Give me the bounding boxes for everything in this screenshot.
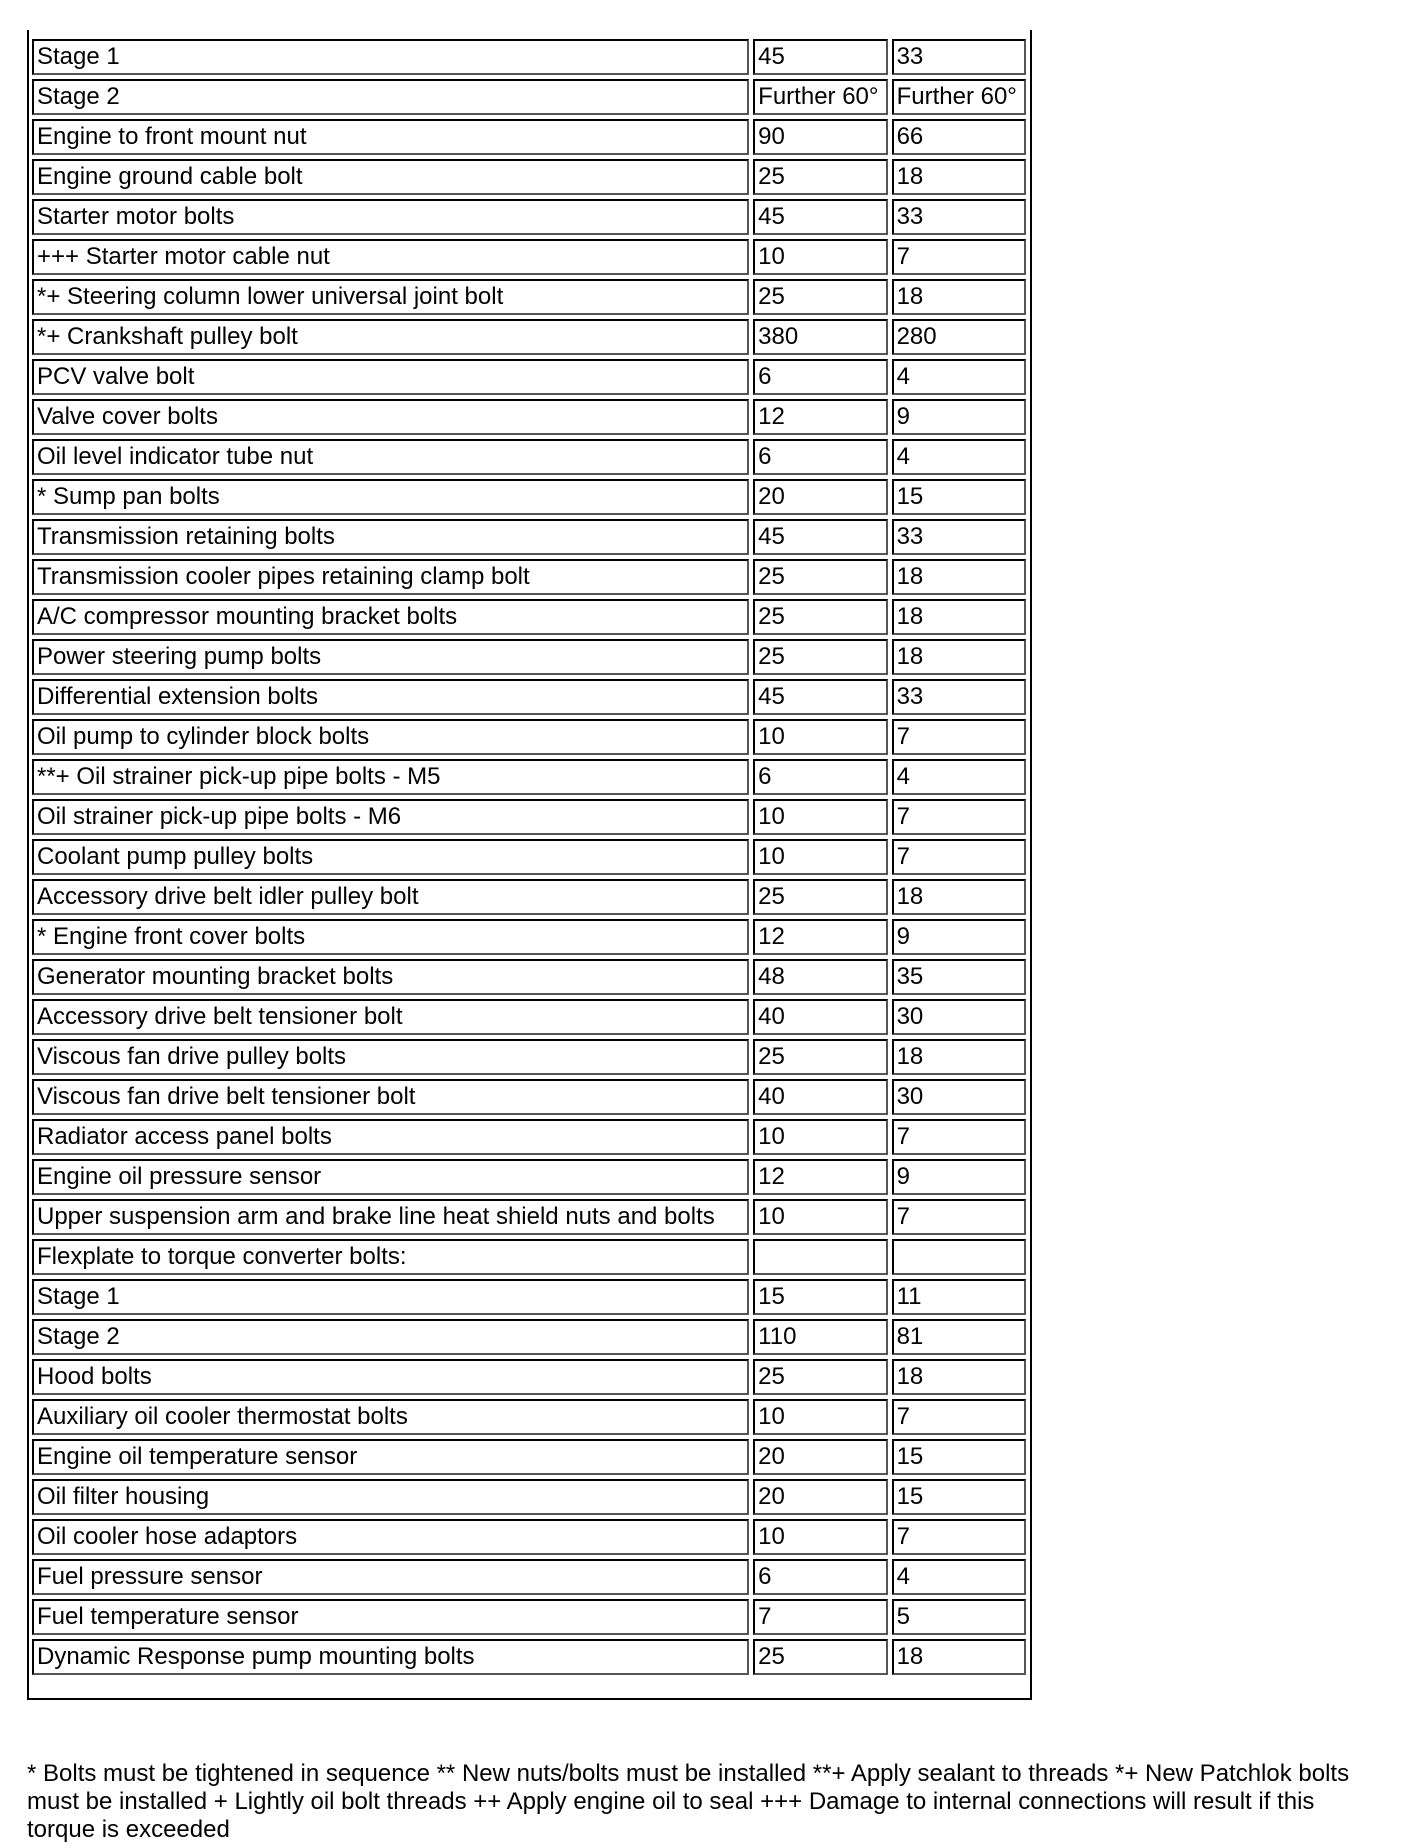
component-cell: **+ Oil strainer pick-up pipe bolts - M5 [32, 759, 749, 795]
table-row [32, 999, 1026, 1035]
table-row [32, 399, 1026, 435]
torque-lbft-cell: 9 [892, 399, 1026, 435]
torque-lbft-cell: 7 [892, 839, 1026, 875]
torque-nm-cell: 7 [753, 1599, 887, 1635]
torque-nm-cell: 10 [753, 239, 887, 275]
component-cell: Generator mounting bracket bolts [32, 959, 749, 995]
torque-lbft-cell: 18 [892, 599, 1026, 635]
torque-nm-cell: 6 [753, 759, 887, 795]
table-row [32, 1359, 1026, 1395]
torque-nm-cell: 40 [753, 1079, 887, 1115]
torque-nm-cell: 12 [753, 1159, 887, 1195]
torque-lbft-cell: 18 [892, 1359, 1026, 1395]
torque-nm-cell: 45 [753, 199, 887, 235]
torque-nm-cell: 25 [753, 1359, 887, 1395]
component-cell: Viscous fan drive belt tensioner bolt [32, 1079, 749, 1115]
table-row [32, 1639, 1026, 1675]
torque-lbft-cell: 4 [892, 759, 1026, 795]
torque-nm-cell: 6 [753, 1559, 887, 1595]
torque-lbft-cell: 7 [892, 719, 1026, 755]
component-cell: Engine oil temperature sensor [32, 1439, 749, 1475]
table-row [32, 1119, 1026, 1155]
torque-lbft-cell: 18 [892, 1639, 1026, 1675]
torque-lbft-cell: 7 [892, 239, 1026, 275]
torque-lbft-cell: 15 [892, 1479, 1026, 1515]
table-row [32, 199, 1026, 235]
table-row [32, 1079, 1026, 1115]
torque-lbft-cell: 7 [892, 1119, 1026, 1155]
torque-nm-cell: 10 [753, 799, 887, 835]
table-row [32, 239, 1026, 275]
torque-nm-cell: 10 [753, 839, 887, 875]
table-row [32, 1039, 1026, 1075]
torque-lbft-cell: 5 [892, 1599, 1026, 1635]
component-cell: Engine ground cable bolt [32, 159, 749, 195]
component-cell: Auxiliary oil cooler thermostat bolts [32, 1399, 749, 1435]
torque-nm-cell: 45 [753, 39, 887, 75]
torque-lbft-cell: 33 [892, 679, 1026, 715]
torque-nm-cell: 40 [753, 999, 887, 1035]
torque-lbft-cell: 18 [892, 1039, 1026, 1075]
torque-nm-cell: 25 [753, 279, 887, 315]
torque-lbft-cell: 7 [892, 1399, 1026, 1435]
component-cell: Transmission cooler pipes retaining clamp bolt [32, 559, 749, 595]
component-cell: Stage 2 [32, 1319, 749, 1355]
component-cell: Fuel temperature sensor [32, 1599, 749, 1635]
torque-lbft-cell: 15 [892, 479, 1026, 515]
torque-table-body [32, 39, 1026, 1675]
component-cell: Oil level indicator tube nut [32, 439, 749, 475]
component-cell: Transmission retaining bolts [32, 519, 749, 555]
component-cell: Hood bolts [32, 1359, 749, 1395]
torque-nm-cell: 45 [753, 519, 887, 555]
torque-nm-cell: 25 [753, 1039, 887, 1075]
torque-lbft-cell: 7 [892, 1519, 1026, 1555]
torque-lbft-cell: 81 [892, 1319, 1026, 1355]
component-cell: PCV valve bolt [32, 359, 749, 395]
torque-lbft-cell: 4 [892, 439, 1026, 475]
torque-nm-cell: 25 [753, 599, 887, 635]
table-row [32, 319, 1026, 355]
torque-table-frame [27, 30, 1032, 1700]
torque-nm-cell: 10 [753, 1199, 887, 1235]
torque-nm-cell: 25 [753, 1639, 887, 1675]
component-cell: Oil cooler hose adaptors [32, 1519, 749, 1555]
torque-specifications-table [28, 35, 1030, 1679]
torque-lbft-cell: 7 [892, 1199, 1026, 1235]
component-cell: Differential extension bolts [32, 679, 749, 715]
component-cell: Stage 1 [32, 1279, 749, 1315]
component-cell: Oil pump to cylinder block bolts [32, 719, 749, 755]
table-row [32, 1559, 1026, 1595]
torque-nm-cell: 10 [753, 1119, 887, 1155]
torque-lbft-cell: 7 [892, 799, 1026, 835]
component-cell: *+ Steering column lower universal joint bolt [32, 279, 749, 315]
footnote-legend: * Bolts must be tightened in sequence ** New nuts/bolts must be installed **+ Apply sealant to threads *+ New Patchlok bolts must be installed + Lightly oil bolt threads ++ Apply engine oil to seal +++ Damage to internal connections will result if this torque is exceeded [27, 1760, 1350, 1843]
torque-nm-cell: 12 [753, 399, 887, 435]
table-row [32, 1239, 1026, 1275]
table-row [32, 559, 1026, 595]
component-cell: Dynamic Response pump mounting bolts [32, 1639, 749, 1675]
table-row [32, 639, 1026, 675]
table-row [32, 1599, 1026, 1635]
component-cell: A/C compressor mounting bracket bolts [32, 599, 749, 635]
component-cell: Engine oil pressure sensor [32, 1159, 749, 1195]
torque-lbft-cell: 9 [892, 919, 1026, 955]
component-cell: Stage 2 [32, 79, 749, 115]
component-cell: Oil strainer pick-up pipe bolts - M6 [32, 799, 749, 835]
component-cell: Oil filter housing [32, 1479, 749, 1515]
torque-nm-cell: 48 [753, 959, 887, 995]
torque-lbft-cell: 280 [892, 319, 1026, 355]
table-row [32, 119, 1026, 155]
component-cell: Coolant pump pulley bolts [32, 839, 749, 875]
component-cell: Power steering pump bolts [32, 639, 749, 675]
table-row [32, 1159, 1026, 1195]
torque-nm-cell: 380 [753, 319, 887, 355]
torque-nm-cell: 12 [753, 919, 887, 955]
torque-lbft-cell: Further 60° [892, 79, 1026, 115]
component-cell: * Engine front cover bolts [32, 919, 749, 955]
table-row [32, 79, 1026, 115]
torque-nm-cell: 45 [753, 679, 887, 715]
torque-lbft-cell: 18 [892, 159, 1026, 195]
torque-nm-cell: 10 [753, 1399, 887, 1435]
torque-nm-cell: 25 [753, 159, 887, 195]
component-cell: Stage 1 [32, 39, 749, 75]
torque-nm-cell: 6 [753, 359, 887, 395]
table-row [32, 719, 1026, 755]
torque-lbft-cell: 4 [892, 1559, 1026, 1595]
component-cell: * Sump pan bolts [32, 479, 749, 515]
component-cell: Radiator access panel bolts [32, 1119, 749, 1155]
torque-nm-cell: 25 [753, 639, 887, 675]
torque-lbft-cell: 18 [892, 639, 1026, 675]
table-row [32, 679, 1026, 715]
torque-lbft-cell: 15 [892, 1439, 1026, 1475]
torque-lbft-cell: 33 [892, 519, 1026, 555]
table-row [32, 759, 1026, 795]
table-row [32, 959, 1026, 995]
torque-lbft-cell: 35 [892, 959, 1026, 995]
torque-lbft-cell: 30 [892, 1079, 1026, 1115]
component-cell: Upper suspension arm and brake line heat shield nuts and bolts [32, 1199, 749, 1235]
table-row [32, 839, 1026, 875]
torque-lbft-cell: 33 [892, 199, 1026, 235]
torque-nm-cell: 25 [753, 879, 887, 915]
component-cell: Engine to front mount nut [32, 119, 749, 155]
component-cell: Accessory drive belt idler pulley bolt [32, 879, 749, 915]
component-cell: Flexplate to torque converter bolts: [32, 1239, 749, 1275]
torque-nm-cell: Further 60° [753, 79, 887, 115]
torque-nm-cell: 20 [753, 1439, 887, 1475]
torque-lbft-cell: 9 [892, 1159, 1026, 1195]
torque-nm-cell: 90 [753, 119, 887, 155]
torque-lbft-cell: 30 [892, 999, 1026, 1035]
torque-nm-cell: 20 [753, 479, 887, 515]
component-cell: Starter motor bolts [32, 199, 749, 235]
torque-nm-cell [753, 1239, 887, 1275]
torque-lbft-cell: 18 [892, 559, 1026, 595]
table-row [32, 1399, 1026, 1435]
torque-nm-cell: 110 [753, 1319, 887, 1355]
torque-lbft-cell [892, 1239, 1026, 1275]
component-cell: Accessory drive belt tensioner bolt [32, 999, 749, 1035]
torque-lbft-cell: 18 [892, 279, 1026, 315]
torque-lbft-cell: 18 [892, 879, 1026, 915]
table-row [32, 1199, 1026, 1235]
table-row [32, 919, 1026, 955]
torque-nm-cell: 6 [753, 439, 887, 475]
table-row [32, 599, 1026, 635]
torque-lbft-cell: 11 [892, 1279, 1026, 1315]
table-row [32, 39, 1026, 75]
component-cell: Viscous fan drive pulley bolts [32, 1039, 749, 1075]
torque-nm-cell: 25 [753, 559, 887, 595]
component-cell: Valve cover bolts [32, 399, 749, 435]
torque-lbft-cell: 4 [892, 359, 1026, 395]
table-row [32, 1479, 1026, 1515]
table-row [32, 1279, 1026, 1315]
table-row [32, 519, 1026, 555]
table-row [32, 1439, 1026, 1475]
torque-nm-cell: 10 [753, 719, 887, 755]
torque-nm-cell: 10 [753, 1519, 887, 1555]
component-cell: +++ Starter motor cable nut [32, 239, 749, 275]
torque-lbft-cell: 33 [892, 39, 1026, 75]
table-row [32, 879, 1026, 915]
table-row [32, 1519, 1026, 1555]
table-row [32, 279, 1026, 315]
table-row [32, 159, 1026, 195]
table-row [32, 799, 1026, 835]
table-row [32, 359, 1026, 395]
table-row [32, 439, 1026, 475]
component-cell: *+ Crankshaft pulley bolt [32, 319, 749, 355]
torque-nm-cell: 20 [753, 1479, 887, 1515]
torque-nm-cell: 15 [753, 1279, 887, 1315]
table-row [32, 479, 1026, 515]
table-row [32, 1319, 1026, 1355]
torque-lbft-cell: 66 [892, 119, 1026, 155]
component-cell: Fuel pressure sensor [32, 1559, 749, 1595]
